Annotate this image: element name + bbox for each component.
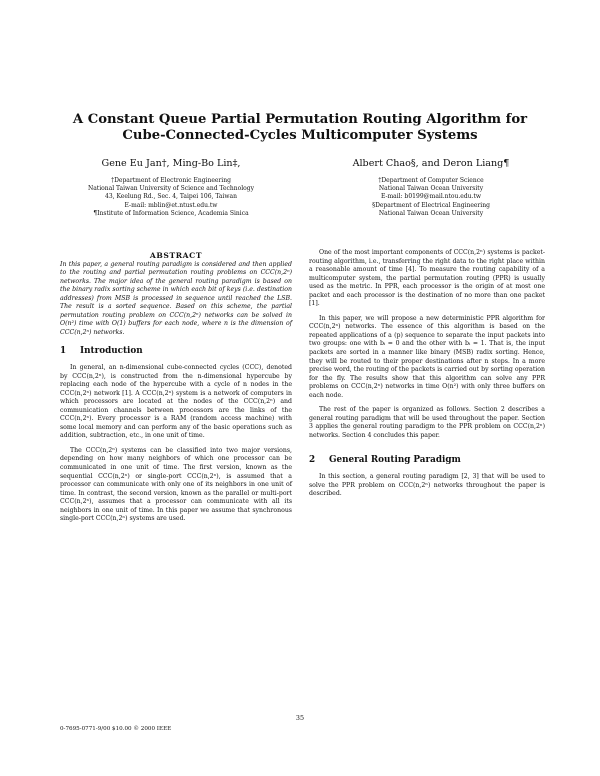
affiliation-line: 43, Keelung Rd., Sec. 4, Taipei 106, Taiwan xyxy=(105,193,237,201)
copyright-footer: 0-7695-0771-9/00 $10.00 © 2000 IEEE xyxy=(60,726,172,732)
page-number: 35 xyxy=(295,714,305,722)
abstract-heading: ABSTRACT xyxy=(149,251,203,260)
section-title: General Routing Paradigm xyxy=(329,455,461,466)
affiliation-line: E-mail: mblin@et.ntust.edu.tw xyxy=(124,201,218,209)
affiliation-line: National Taiwan Ocean University xyxy=(378,185,484,193)
affiliation-right xyxy=(300,177,562,218)
intro-paragraph-4: In this paper, we will propose a new deterministic PPR algorithm for CCC(n,2ⁿ) networks. The essence of this algorithm is based on the repeated applications of a (p) sequence to separate the input packets into two groups: one with bᵢ = 0 and the other with bᵢ = 1. That is, the input packets are sorted in a manner like binary (MSB) radix sorting. Hence, they will be routed to their proper destinations after n steps. In a more precise word, the routing of the packets is carried out by sorting operation for the fly. The results show that this algorithm can solve any PPR problems on CCC(n,2ⁿ) networks in time O(n²) with only three buffers on each node. xyxy=(309,314,545,399)
section-number: 1 xyxy=(60,346,67,357)
author-block-left xyxy=(40,158,302,218)
affiliation-left xyxy=(40,177,302,218)
author-names-right: Albert Chao§, and Deron Liang¶ xyxy=(352,158,510,169)
intro-paragraph-2: The CCC(n,2ⁿ) systems can be classified into two major versions, depending on how many neighbors of which one processor can be communicated in one unit of time. The first version, known as the sequential CCC(n,2ⁿ) or single-port CCC(n,2ⁿ), is assumed that a processor can communicate with only one of its neighbors in one unit of time. In contrast, the second version, known as the parallel or multi-port CCC(n,2ⁿ), assumes that a processor can communicate with all its neighbors in one unit of time. In this paper we assume that synchronous single-port CCC(n,2ⁿ) systems are used. xyxy=(60,446,292,523)
affiliation-line: National Taiwan University of Science and Technology xyxy=(87,185,254,193)
affiliation-line: †Department of Electronic Engineering xyxy=(111,177,231,184)
author-names-left: Gene Eu Jan†, Ming-Bo Lin‡, xyxy=(101,158,241,169)
affiliation-line: National Taiwan Ocean University xyxy=(378,209,484,217)
section-heading-general-routing xyxy=(309,456,545,465)
intro-paragraph-1: In general, an n-dimensional cube-connected cycles (CCC), denoted by CCC(n,2ⁿ), is constructed from the n-dimensional hypercube by replacing each node of the hypercube with a cycle of n nodes in the CCC(n,2ⁿ) network [1]. A CCC(n,2ⁿ) system is a network of computers in which processors are located at the nodes of the CCC(n,2ⁿ) and communication channels between processors are the links of the CCC(n,2ⁿ). Every processor is a RAM (random access machine) with some local memory and can perform any of the basic operations such as addition, subtraction, etc., in one unit of time. xyxy=(60,364,292,440)
intro-paragraph-3: One of the most important components of CCC(n,2ⁿ) systems is packet-routing algorithm, i.e., transferring the right data to the right place within a reasonable amount of time [4]. To measure the routing capability of a multicomputer system, the partial permutation routing (PPR) is usually used as the metric. In PPR, each processor is the origin of at most one packet and each processor is the destination of no more than one packet [1]. xyxy=(309,249,545,308)
affiliation-line: †Department of Computer Science xyxy=(378,177,484,184)
paper-title xyxy=(40,112,560,144)
section-number: 2 xyxy=(309,455,316,466)
right-column xyxy=(309,249,545,499)
author-block-right xyxy=(300,158,562,218)
title-line-2: Cube-Connected-Cycles Multicomputer Systems xyxy=(122,128,478,143)
affiliation-line: E-mail: b0199@mail.ntou.edu.tw xyxy=(380,193,482,201)
affiliation-line: ¶Institute of Information Science, Academia Sinica xyxy=(93,209,249,217)
section-title: Introduction xyxy=(80,346,143,357)
abstract-body: In this paper, a general routing paradigm is considered and then applied to the routing and partial permutation routing problems on CCC(n,2ⁿ) networks. The major idea of the general routing paradigm is based on the binary radix sorting scheme in which each bit of keys (i.e. destination addresses) from MSB is processed in sequence until reached the LSB. The result is a sorted sequence. Based on this scheme, the partial permutation routing problem on CCC(n,2ⁿ) networks can be solved in O(n²) time with O(1) buffers for each node, where n is the dimension of CCC(n,2ⁿ) networks. xyxy=(60,260,292,336)
title-line-1: A Constant Queue Partial Permutation Routing Algorithm for xyxy=(72,112,528,127)
intro-paragraph-5: The rest of the paper is organized as follows. Section 2 describes a general routing paradigm that will be used throughout the paper. Section 3 applies the general routing paradigm to the PPR problem on CCC(n,2ⁿ) networks. Section 4 concludes this paper. xyxy=(309,406,545,439)
left-column xyxy=(60,252,292,524)
section2-paragraph-1: In this section, a general routing paradigm [2, 3] that will be used to solve the PPR problem on CCC(n,2ⁿ) networks throughout the paper is described. xyxy=(309,473,545,498)
affiliation-line: §Department of Electrical Engineering xyxy=(372,201,490,209)
section-heading-introduction xyxy=(60,347,292,356)
